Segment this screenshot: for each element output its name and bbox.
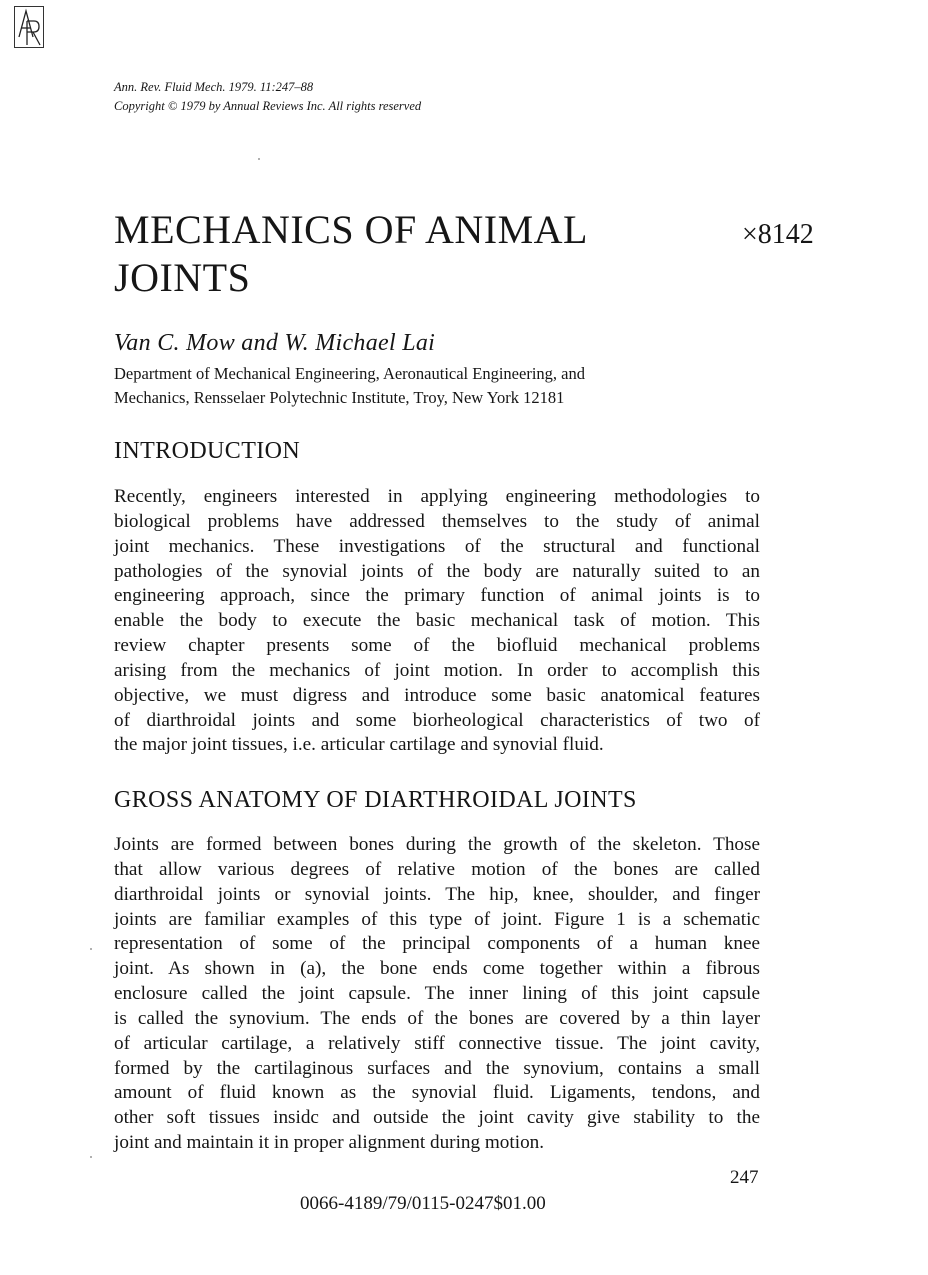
text-line: joints are familiar examples of this type of joint. Figure 1 is a schematic — [114, 908, 760, 930]
article-code: ×8142 — [742, 219, 814, 250]
text-line: representation of some of the principal components of a human knee — [114, 933, 760, 955]
text-line: arising from the mechanics of joint motion. In order to accomplish this — [114, 659, 760, 681]
text-line: enable the body to execute the basic mechanical task of motion. This — [114, 610, 760, 632]
text-line: engineering approach, since the primary function of animal joints is to — [114, 585, 760, 607]
copyright-notice: Copyright © 1979 by Annual Reviews Inc. All rights reserved — [114, 99, 422, 113]
text-line: review chapter presents some of the biofluid mechanical problems — [114, 635, 760, 657]
introduction-paragraph — [114, 485, 760, 758]
page-number: 247 — [730, 1167, 759, 1188]
section-heading-gross-anatomy: GROSS ANATOMY OF DIARTHROIDAL JOINTS — [114, 787, 637, 813]
text-line: Recently, engineers interested in applying engineering methodologies to — [114, 486, 760, 507]
scan-speck — [258, 158, 260, 160]
author-affiliation — [114, 362, 585, 410]
text-line: joint mechanics. These investigations of the structural and functional — [114, 535, 760, 557]
journal-citation: Ann. Rev. Fluid Mech. 1979. 11:247–88 — [114, 80, 314, 94]
publisher-logo — [14, 6, 44, 48]
text-line: of articular cartilage, a relatively stiff connective tissue. The joint cavity, — [114, 1032, 760, 1054]
text-line: enclosure called the joint capsule. The inner lining of this joint capsule — [114, 983, 760, 1005]
text-line: amount of fluid known as the synovial fluid. Ligaments, tendons, and — [114, 1082, 760, 1104]
text-line: Joints are formed between bones during the growth of the skeleton. Those — [114, 834, 760, 855]
text-line: joint. As shown in (a), the bone ends come together within a fibrous — [114, 958, 760, 980]
journal-info — [114, 78, 421, 116]
affiliation-line: Department of Mechanical Engineering, Aeronautical Engineering, and — [114, 364, 585, 383]
text-line: is called the synovium. The ends of the bones are covered by a thin layer — [114, 1007, 760, 1029]
section-heading-introduction: INTRODUCTION — [114, 438, 301, 464]
text-line: objective, we must digress and introduce some basic anatomical features — [114, 684, 760, 706]
text-line: other soft tissues insidc and outside the joint cavity give stability to the — [114, 1107, 760, 1129]
text-line: biological problems have addressed themselves to the study of animal — [114, 510, 760, 532]
text-line: joint and maintain it in proper alignment during motion. — [114, 1132, 545, 1154]
article-authors: Van C. Mow and W. Michael Lai — [114, 330, 436, 356]
text-line: formed by the cartilaginous surfaces and the synovium, contains a small — [114, 1057, 760, 1079]
text-line: the major joint tissues, i.e. articular cartilage and synovial fluid. — [114, 734, 604, 756]
scan-speck — [90, 1156, 92, 1158]
text-line: that allow various degrees of relative motion of the bones are called — [114, 858, 760, 880]
text-line: pathologies of the synovial joints of the body are naturally suited to an — [114, 560, 760, 582]
scan-speck — [90, 948, 92, 950]
article-title: MECHANICS OF ANIMAL JOINTS — [114, 207, 587, 300]
footer-code: 0066-4189/79/0115-0247$01.00 — [300, 1193, 546, 1214]
text-line: diarthroidal joints or synovial joints. The hip, knee, shoulder, and finger — [114, 883, 760, 905]
text-line: of diarthroidal joints and some biorheological characteristics of two of — [114, 709, 760, 731]
gross-anatomy-paragraph — [114, 833, 760, 1156]
affiliation-line: Mechanics, Rensselaer Polytechnic Institute, Troy, New York 12181 — [114, 388, 565, 407]
